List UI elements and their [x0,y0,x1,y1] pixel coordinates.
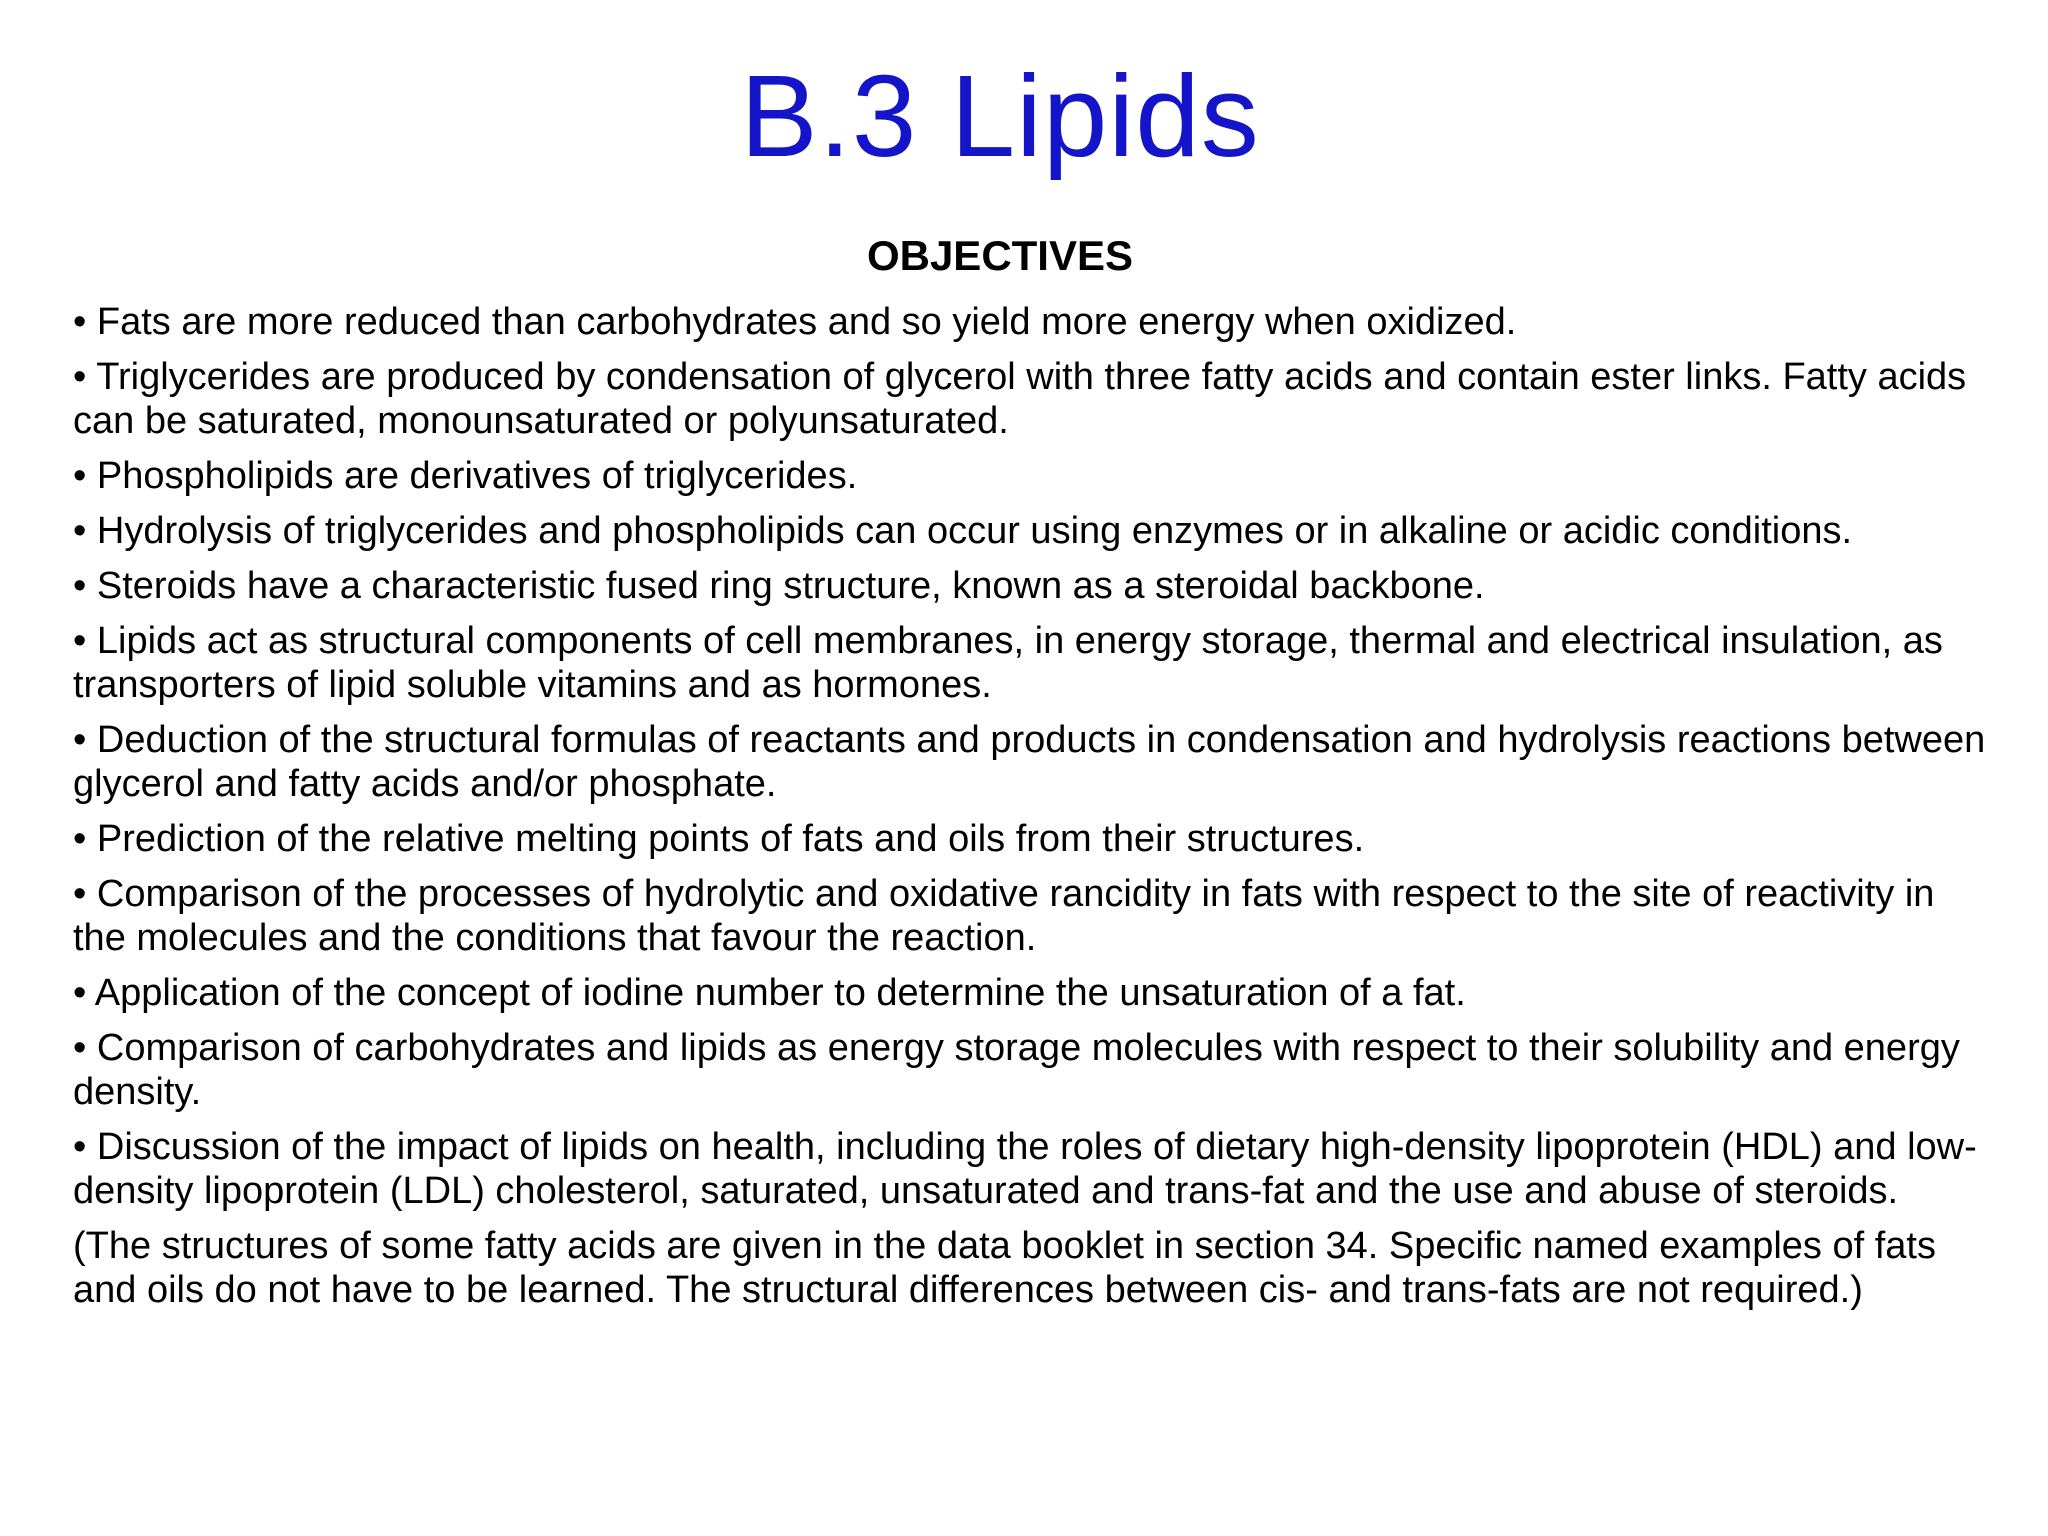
objective-text: Discussion of the impact of lipids on health, including the roles of dietary high-density lipoprotein (HDL) and low-density lipoprotein (LDL) cholesterol, saturated, unsaturated and trans-fat and the use and abuse of steroids. [73,1126,1977,1212]
objectives-heading: OBJECTIVES [866,232,1134,279]
bullet-glyph: • [73,510,87,552]
objective-item [73,971,1993,1015]
bullet-glyph: • [73,301,87,343]
objective-item [73,872,1993,960]
bullet-glyph: • [73,818,87,860]
objective-text: Triglycerides are produced by condensation of glycerol with three fatty acids and contain ester links. Fatty acids can be saturated, monounsaturated or polyunsaturated. [73,356,1967,442]
objective-item [73,355,1993,443]
objective-text: Lipids act as structural components of cell membranes, in energy storage, thermal and electrical insulation, as transporters of lipid soluble vitamins and as hormones. [73,620,1943,706]
slide-title: B.3 Lipids [740,51,1260,181]
note-text: (The structures of some fatty acids are given in the data booklet in section 34. Specific named examples of fats and oils do not have to be learned. The structural differences between cis- and trans-fats are not required.) [73,1225,1936,1311]
objective-item [73,509,1993,553]
objective-text: Comparison of the processes of hydrolytic and oxidative rancidity in fats with respect to the site of reactivity in the molecules and the conditions that favour the reaction. [73,873,1935,959]
objective-item [73,718,1993,806]
objective-text: Phospholipids are derivatives of triglycerides. [96,455,858,497]
objective-text: Comparison of carbohydrates and lipids as energy storage molecules with respect to their solubility and energy density. [73,1027,1960,1113]
bullet-glyph: • [73,1126,87,1168]
objective-item [73,454,1993,498]
objective-text: Fats are more reduced than carbohydrates and so yield more energy when oxidized. [96,301,1517,343]
bullet-glyph: • [73,620,87,662]
objective-item [73,817,1993,861]
bullet-glyph: • [73,873,87,915]
bullet-glyph: • [73,565,87,607]
objective-text: Deduction of the structural formulas of reactants and products in condensation and hydrolysis reactions between glycerol and fatty acids and/or phosphate. [73,719,1986,805]
bullet-glyph: • [73,455,87,497]
bullet-glyph: • [73,356,87,398]
bullet-glyph: • [73,1027,87,1069]
objective-text: Prediction of the relative melting points of fats and oils from their structures. [96,818,1365,860]
objective-item [73,564,1993,608]
objective-item [73,1125,1993,1213]
objective-item [73,300,1993,344]
objective-item [73,619,1993,707]
objective-text: Steroids have a characteristic fused ring structure, known as a steroidal backbone. [96,565,1485,607]
bullet-glyph: • [73,972,87,1014]
objective-item [73,1026,1993,1114]
objective-text: Hydrolysis of triglycerides and phospholipids can occur using enzymes or in alkaline or acidic conditions. [96,510,1853,552]
objectives-list [73,300,1993,1323]
objective-text: Application of the concept of iodine number to determine the unsaturation of a fat. [94,972,1466,1014]
syllabus-note [73,1224,1993,1312]
bullet-glyph: • [73,719,87,761]
